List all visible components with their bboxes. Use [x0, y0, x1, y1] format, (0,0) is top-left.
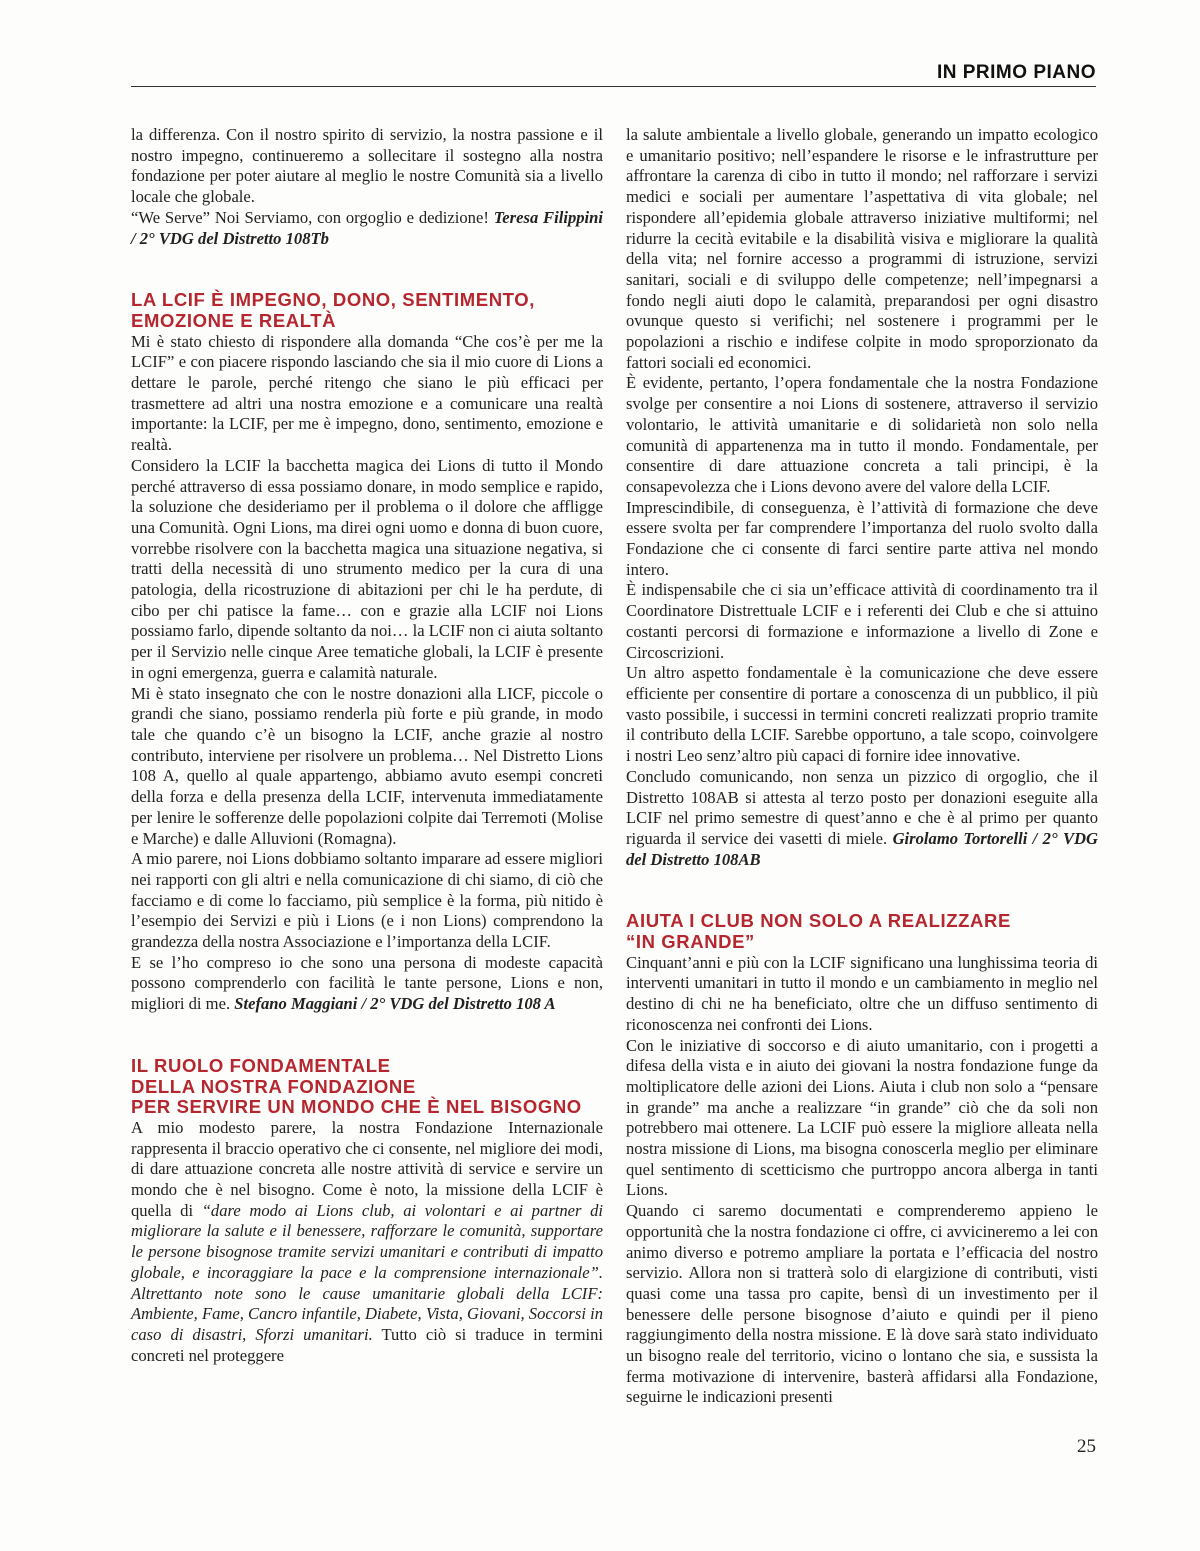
heading-line: IL RUOLO FONDAMENTALE: [131, 1054, 391, 1076]
author-signature: Teresa Filippini / 2° VDG del Distretto 108Tb: [131, 207, 604, 248]
paragraph-text: Concludo comunicando, non senza un pizzico di orgoglio, che il Distretto 108AB si attesta al terzo posto per donazioni eseguite alla LCIF nel primo semestre di quest’anno e che è al primo per quanto riguarda il service dei vasetti di miele.: [626, 766, 1098, 848]
paragraph: È evidente, pertanto, l’opera fondamentale che la nostra Fondazione svolge per consentire a noi Lions di sostenere, attraverso il servizio volontario, le attività umanitarie e di solidarietà non solo nella comunità di appartenenza ma in tutto il mondo. Fondamentale, per consentire di dare attuazione concreta a tali principi, è la consapevolezza che i Lions devono avere del valore della LCIF.: [626, 373, 1098, 496]
paragraph: È indispensabile che ci sia un’efficace attività di coordinamento tra il Coordinatore Distrettuale LCIF e i referenti dei Club e che si attuino costanti percorsi di formazione e informazione a livello di Zone e Circoscrizioni.: [626, 580, 1098, 662]
paragraph-text: E se l’ho compreso io che sono una persona di modeste capacità possono comprenderlo con facilità le tante persone, Lions e non, migliori di me.: [131, 952, 603, 1014]
section-heading: LA LCIF È IMPEGNO, DONO, SENTIMENTO, EMOZIONE E REALTÀ: [131, 289, 535, 331]
page-number: 25: [1077, 1436, 1096, 1457]
mission-quote: “dare modo ai Lions club, ai volontari e ai partner di migliorare la salute e il benessere, rafforzare le comunità, supportare le persone bisognose tramite servizi umanitari e contributi di impatto globale, e incoraggiare la pace e la comprensione internazionale”. Altrettanto note sono le cause umanitarie globali della LCIF: Ambiente, Fame, Cancro infantile, Diabete, Vista, Giovani, Soccorsi in caso di disastri, Sforzi umanitari.: [131, 1200, 603, 1344]
paragraph: Con le iniziative di soccorso e di aiuto umanitario, con i progetti a difesa della vista e in aiuto dei giovani la nostra fondazione funge da moltiplicatore delle azioni dei Lions. Aiuta i club non solo a “pensare in grande” ma anche a realizzare “in grande” ciò che da soli non potrebbero mai ottenere. La LCIF può essere la migliore alleata nella nostra missione di Lions, ma bisogna conoscerla meglio per eliminare quel sentimento di scetticismo che purtroppo ancora alberga in tanti Lions.: [626, 1035, 1098, 1200]
intro-paragraph: [131, 125, 603, 249]
intro-text: la differenza. Con il nostro spirito di servizio, la nostra passione e il nostro impegno, continueremo a sollecitare il sostegno alla nostra fondazione per poter aiutare al meglio le nostre Comunità sia a livello locale che globale.: [131, 125, 603, 207]
heading-line: AIUTA I CLUB NON SOLO A REALIZZARE: [626, 910, 1011, 932]
section-header: IN PRIMO PIANO: [936, 62, 1096, 83]
paragraph-text: A mio modesto parere, la nostra Fondazione Internazionale rappresenta il braccio operativo che ci consente, nel migliore dei modi, di dare attuazione concreta alle nostre attività di service e servire un mondo che è nel bisogno. Come è noto, la missione della LCIF è quella di: [131, 1117, 603, 1220]
heading-line: “IN GRANDE”: [626, 931, 755, 953]
paragraph: Imprescindibile, di conseguenza, è l’attività di formazione che deve essere svolta per far comprendere l’importanza del ruolo svolto dalla Fondazione che ci consente di farci sentire parte attiva nel mondo intero.: [626, 497, 1098, 579]
section-heading: [626, 911, 1098, 952]
section-heading: [131, 1056, 603, 1118]
paragraph: A mio parere, noi Lions dobbiamo soltanto imparare ad essere migliori nei rapporti con gli altri e nella comunicazione di chi siamo, di ciò che facciamo e di come lo facciamo, più semplice è la forma, più nitido è l’esempio dei Servizi e più i Lions (e i non Lions) comprendono la grandezza della nostra Associazione e l’importanza della LCIF.: [131, 849, 603, 952]
paragraph: [131, 1118, 603, 1366]
paragraph: Considero la LCIF la bacchetta magica dei Lions di tutto il Mondo perché attraverso di essa possiamo donare, in modo semplice e rapido, la soluzione che desideriamo per il problema o il dolore che affligge una Comunità. Ogni Lions, ma direi ogni uomo e donna di buon cuore, vorrebbe risolvere con la bacchetta magica una situazione negativa, si tratti della necessità di uno strumento medico per la cura di una patologia, della ricostruzione di abitazioni per chi le ha perdute, di cibo per chi patisce la fame… con e grazie alla LCIF noi Lions possiamo farlo, dipende soltanto da noi… la LCIF non ci aiuta soltanto per il Servizio nelle cinque Aree tematiche globali, la LCIF è presente in ogni emergenza, guerra e calamità naturale.: [131, 455, 603, 682]
heading-line: PER SERVIRE UN MONDO CHE È NEL BISOGNO: [131, 1096, 582, 1118]
paragraph: Quando ci saremo documentati e comprenderemo appieno le opportunità che la nostra fondazione ci offre, ci avvicineremo a lei con animo diverso e potremo ampliare la portata e l’efficacia del nostro servizio. Allora non si tratterà solo di elargizione di contributi, visti quasi come una tassa pro capite, bensì di un investimento per il benessere delle persone bisognose d’aiuto e quindi per il pieno raggiungimento della nostra missione. E là dove sarà stato individuato un bisogno reale del territorio, vicino o lontano che sia, e sussista la ferma motivazione di intervenire, basterà affidarsi alla Fondazione, seguirne le indicazioni presenti: [626, 1201, 1098, 1407]
paragraph: [131, 953, 603, 1015]
right-column: [626, 125, 1098, 1408]
header-divider: [131, 86, 1096, 87]
heading-line: DELLA NOSTRA FONDAZIONE: [131, 1075, 416, 1097]
paragraph: Un altro aspetto fondamentale è la comunicazione che deve essere efficiente per consentire di portare a conoscenza di un pubblico, il più vasto possibile, i successi in termini concreti realizzati proprio tramite il contributo della LCIF. Sarebbe opportuno, a tale scopo, coinvolgere i nostri Leo senz’altro più capaci di fornire idee innovative.: [626, 663, 1098, 766]
author-signature: Girolamo Tortorelli / 2° VDG del Distretto 108AB: [626, 828, 1098, 869]
paragraph: Mi è stato chiesto di rispondere alla domanda “Che cos’è per me la LCIF” e con piacere rispondo lasciando che sia il mio cuore di Lions a dettare le parole, perché ritengo che siano le più efficaci per trasmettere ad altri una nostra emozione e a comunicare una realtà importante: la LCIF, per me è impegno, dono, sentimento, emozione e realtà.: [131, 331, 603, 455]
left-column: [131, 125, 603, 1366]
paragraph: Cinquant’anni e più con la LCIF significano una lunghissima teoria di interventi umanitari in tutto il mondo e un cambiamento in meglio nel destino di chi ne ha beneficiato, oltre che un diffuso sentimento di riconoscenza nei confronti dei Lions.: [626, 952, 1098, 1034]
paragraph-text: Tutto ciò si traduce in termini concreti nel proteggere: [131, 1324, 603, 1365]
paragraph: [626, 767, 1098, 871]
author-signature: Stefano Maggiani / 2° VDG del Distretto 108 A: [234, 994, 556, 1014]
intro-motto: “We Serve” Noi Serviamo, con orgoglio e dedizione!: [131, 207, 489, 227]
paragraph: Mi è stato insegnato che con le nostre donazioni alla LICF, piccole o grandi che siano, possiamo renderla più forte e più grande, in modo tale che quando c’è un bisogno la LCIF, anche grazie al nostro contributo, interviene per risolvere un problema… Nel Distretto Lions 108 A, quello al quale appartengo, abbiamo avuto esempi concreti della forza e della presenza della LCIF, intervenuta immediatamente per lenire le sofferenze delle popolazioni colpite dai Terremoti (Molise e Marche) e dalle Alluvioni (Romagna).: [131, 683, 603, 848]
paragraph: la salute ambientale a livello globale, generando un impatto ecologico e umanitario positivo; nell’espandere le risorse e le infrastrutture per affrontare la carenza di cibo in tutto il mondo; nel rafforzare i servizi medici e sociali per aumentare l’aspettativa di vita globale; nel rispondere all’epidemia globale attraverso iniziative multiformi; nel ridurre la cecità evitabile e la disabilità visiva e migliorare la qualità della vita; nel fornire accesso a programmi di istruzione, servizi sanitari, sociali e di sviluppo delle competenze; nell’impegnarsi a fondo negli aiuti dopo le calamità, preparandosi per ogni disastro ovunque questo si verifichi; nel sostenere i programmi per le popolazioni a rischio e indifese colpite in modo sproporzionato da fattori sociali ed economici.: [626, 125, 1098, 372]
